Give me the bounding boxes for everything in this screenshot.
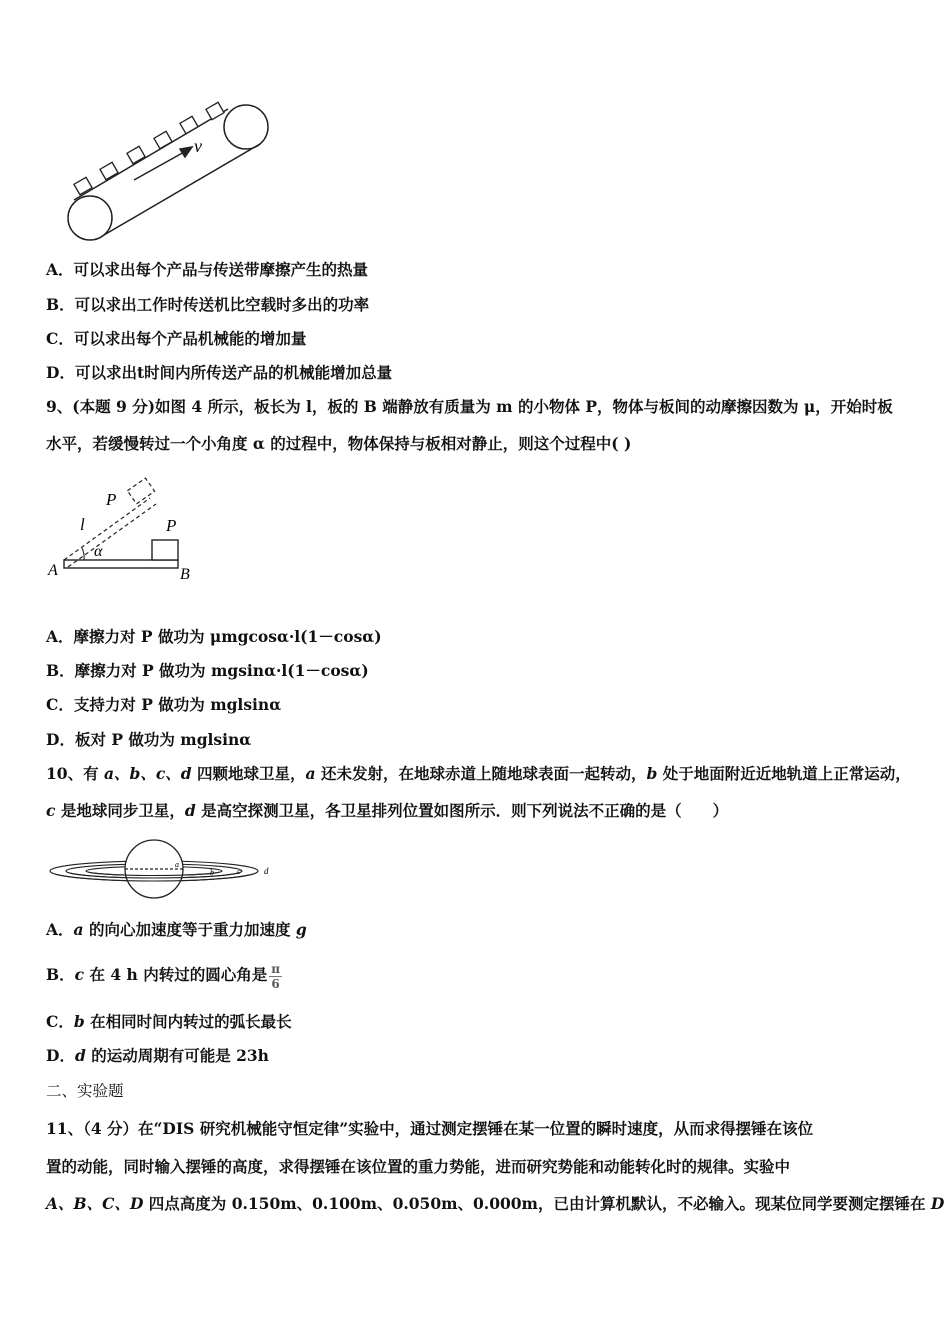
- q10-stem-line1: 10、有 a、b、c、d 四颗地球卫星，a 还未发射，在地球赤道上随地球表面一起转动，b 处于地面附近近地轨道上正常运动，: [46, 764, 911, 783]
- block-p: [152, 540, 178, 560]
- q8-option-a: A．可以求出每个产品与传送带摩擦产生的热量: [46, 260, 369, 279]
- q9-option-c: C．支持力对 P 做功为 mglsinα: [46, 695, 282, 714]
- label-b: b: [210, 868, 214, 877]
- q9-stem-line2: 水平，若缓慢转过一个小角度 α 的过程中，物体保持与板相对静止，则这个过程中( ): [46, 434, 632, 453]
- section-title-experiment: 二、实验题: [46, 1082, 124, 1100]
- label-b: B: [180, 566, 190, 583]
- label-l: l: [80, 515, 85, 534]
- q10-option-c: C．b 在相同时间内转过的弧长最长: [46, 1012, 292, 1031]
- conveyor-belt-figure: [62, 96, 292, 246]
- q11-stem-line1: 11、（4 分）在“DIS 研究机械能守恒定律”实验中，通过测定摆锤在某一位置的瞬时速度，从而求得摆锤在该位: [46, 1119, 814, 1138]
- label-p: P: [166, 516, 177, 535]
- label-c: c: [237, 867, 241, 876]
- q9-option-d: D．板对 P 做功为 mglsinα: [46, 730, 252, 749]
- q8-option-b: B．可以求出工作时传送机比空载时多出的功率: [46, 295, 370, 314]
- fraction-pi-over-6: $\frac{\pi}{6}$: [271, 961, 280, 991]
- q8-option-c: C．可以求出每个产品机械能的增加量: [46, 329, 307, 348]
- q9-option-b: B．摩擦力对 P 做功为 mgsinα·l(1－cosα): [46, 661, 369, 680]
- satellite-orbits-figure: [46, 838, 286, 904]
- q10-stem-line2: c 是地球同步卫星，d 是高空探测卫星，各卫星排列位置如图所示．则下列说法不正确的是（ ）: [46, 801, 729, 820]
- q10-option-b: B．c 在 4 h 内转过的圆心角是 $\frac{\pi}{6}$: [46, 961, 280, 991]
- label-a: a: [175, 860, 179, 869]
- q10-option-d: D．d 的运动周期有可能是 23h: [46, 1046, 269, 1065]
- angle-arc: [82, 548, 84, 560]
- board: [64, 560, 178, 568]
- label-p-top: P: [106, 490, 117, 509]
- q10-option-a: A．a 的向心加速度等于重力加速度 g: [46, 920, 307, 939]
- q9-stem-line1: 9、(本题 9 分)如图 4 所示，板长为 l，板的 B 端静放有质量为 m 的小物体 P，物体与板间的动摩擦因数为 μ，开始时板: [46, 397, 893, 416]
- velocity-label: v: [194, 136, 202, 156]
- q8-option-d: D．可以求出t时间内所传送产品的机械能增加总量: [46, 363, 393, 382]
- inclined-board-figure: [46, 478, 206, 588]
- earth: [125, 840, 183, 898]
- belt-body: [68, 105, 268, 240]
- label-alpha: α: [94, 543, 103, 560]
- q9-option-a: A．摩擦力对 P 做功为 μmgcosα·l(1－cosα): [46, 627, 382, 646]
- q11-stem-line2: 置的动能，同时输入摆锤的高度，求得摆锤在该位置的重力势能，进而研究势能和动能转化时的规律。实验中: [46, 1157, 791, 1176]
- label-a: A: [48, 562, 58, 579]
- label-d: d: [264, 866, 269, 876]
- q11-stem-line3: A、B、C、D 四点高度为 0.150m、0.100m、0.050m、0.000m，已由计算机默认，不必输入。现某位同学要测定摆锤在 D: [46, 1194, 945, 1213]
